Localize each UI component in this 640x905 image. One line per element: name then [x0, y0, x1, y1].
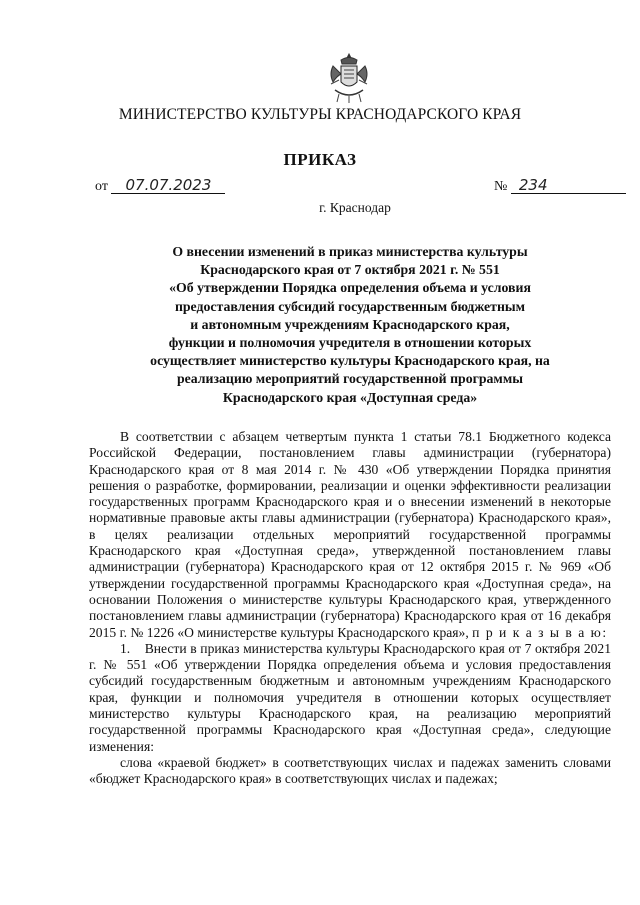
item-1-text: Внести в приказ министерства культуры Краснодарского края от 7 октября 2021 г. № 551 «Об утверждении Порядка определения объема и условия предоставления субсидий государственным бюджетным и автономным учреждениям Краснодарского края, функции и полномочия учредителя в отношении которых осуществляет министерство культуры Краснодарского края, на реализацию мероприятий государственной программы Краснодарского края «Доступная среда», следующие изменения: — [89, 640, 612, 754]
preamble-text: В соответствии с абзацем четвертым пункта 1 статьи 78.1 Бюджетного кодекса Российской Федерации, постановлением главы администрации (губернатора) Краснодарского края от 8 мая 2014 г. № 430 «Об утверждении Порядка принятия решения о разработке, формировании, реализации и оценки эффективности реализации государственных программ Краснодарского края и о внесении изменений в некоторые нормативные правовые акты главы администрации (губернатора) Краснодарского края», в целях реализации отдельных мероприятий государственной программы Краснодарского края «Доступная среда», утвержденной постановлением главы администрации (губернатора) Краснодарского края от 12 октября 2015 г. № 969 «Об утверждении государственной программы Краснодарского края «Доступная среда», на основании Положения о министерстве культуры Краснодарского края, утвержденного постановлением главы администрации (губернатора) Краснодарского края от 16 декабря 2015 г. № 1226 «О министерстве культуры Краснодарского края», — [89, 429, 611, 640]
heading-line: реализацию мероприятий государственной программы — [176, 371, 524, 387]
number-prefix: № — [494, 179, 508, 194]
ministry-name: МИНИСТЕРСТВО КУЛЬТУРЫ КРАСНОДАРСКОГО КРАЯ — [118, 106, 522, 123]
heading-line: и автономным учреждениям Краснодарского края, — [190, 316, 510, 332]
handwritten-number: 234 — [511, 178, 626, 194]
order-verb: п р и к а з ы в а ю: — [472, 624, 608, 640]
order-title: ПРИКАЗ — [283, 150, 357, 169]
change-paragraph: слова «краевой бюджет» в соответствующих числах и падежах заменить словами «бюджет Краснодарского края» в соответствующих числах и падежах; — [89, 754, 611, 787]
heading-line: О внесении изменений в приказ министерства культуры — [172, 244, 528, 259]
order-date — [95, 178, 225, 195]
preamble-paragraph — [89, 429, 611, 641]
heading-line: «Об утверждении Порядка определения объема и условия — [169, 280, 531, 296]
item-number: 1. — [120, 640, 131, 656]
heading-line: Краснодарского края «Доступная среда» — [222, 389, 478, 405]
date-prefix: от — [95, 179, 108, 194]
heading-line: функции и полномочия учредителя в отношении которых — [168, 335, 532, 351]
order-heading — [100, 243, 600, 407]
city-name: г. Краснодар — [319, 200, 391, 215]
item-1-paragraph — [89, 641, 611, 755]
heading-line: Краснодарского края от 7 октября 2021 г. № 551 — [200, 262, 500, 278]
coat-of-arms-emblem — [327, 52, 371, 104]
document-body — [89, 429, 611, 788]
handwritten-date: 07.07.2023 — [111, 178, 225, 194]
heading-line: предоставления субсидий государственным бюджетным — [174, 298, 526, 314]
heading-line: осуществляет министерство культуры Краснодарского края, на — [150, 353, 550, 369]
order-number — [494, 178, 626, 195]
